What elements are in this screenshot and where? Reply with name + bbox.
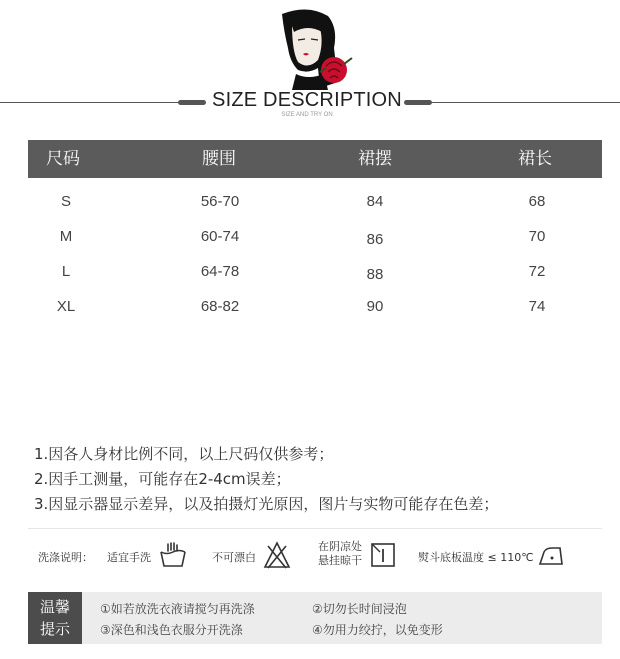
table-cell: 72 (528, 263, 546, 280)
tips-badge-line1: 温馨 (39, 598, 70, 616)
table-cell: 56-70 (200, 193, 240, 210)
note-item: 2.因手工测量，可能存在2-4cm误差； (34, 470, 291, 488)
table-cell: 88 (366, 266, 384, 283)
table-cell: 60-74 (200, 228, 240, 245)
tip-item: ④勿用力绞拧，以免变形 (312, 623, 443, 637)
table-cell: 86 (366, 231, 384, 248)
column-header-hem: 裙摆 (358, 149, 392, 169)
tips-badge (28, 592, 82, 644)
table-cell: 90 (366, 298, 384, 315)
note-item: 3.因显示器显示差异，以及拍摄灯光原因，图片与实物可能存在色差； (34, 495, 499, 513)
line-dry-shade-icon (368, 540, 398, 570)
table-cell: 74 (528, 298, 546, 315)
divider (28, 528, 602, 529)
iron-icon (536, 540, 566, 570)
table-header (28, 140, 602, 178)
care-hand-wash-label: 适宜手洗 (107, 551, 151, 564)
care-line-dry-line1: 在阴凉处 (318, 540, 362, 553)
table-cell: L (61, 263, 71, 280)
table-cell: S (60, 193, 71, 210)
table-cell: 70 (528, 228, 546, 245)
column-header-waist: 腰围 (202, 149, 236, 169)
tip-item: ③深色和浅色衣服分开洗涤 (100, 623, 243, 637)
table-row (28, 184, 602, 219)
warm-tips (28, 592, 602, 644)
table-cell: 84 (366, 193, 384, 210)
care-label: 洗涤说明： (38, 551, 93, 564)
care-iron-label: 熨斗底板温度 ≤ 110℃ (418, 551, 534, 564)
page-subtitle: SIZE AND TRY ON (281, 112, 333, 118)
care-instructions (0, 538, 620, 576)
title-divider-pill-right (404, 100, 432, 105)
title-divider-left (0, 102, 182, 103)
care-no-bleach-label: 不可漂白 (212, 551, 256, 564)
care-line-dry-line2: 悬挂晾干 (318, 554, 362, 567)
column-header-size: 尺码 (46, 149, 80, 169)
tip-item: ②切勿长时间浸泡 (312, 602, 407, 616)
note-item: 1.因各人身材比例不同，以上尺码仅供参考； (34, 445, 334, 463)
size-table (28, 140, 602, 324)
title-divider-right (432, 102, 620, 103)
table-cell: 68 (528, 193, 546, 210)
tips-badge-line2: 提示 (39, 620, 70, 638)
tip-item: ①如若放洗衣液请搅匀再洗涤 (100, 602, 255, 616)
care-line-dry-label (318, 540, 362, 568)
table-row (28, 289, 602, 324)
table-cell: 68-82 (200, 298, 240, 315)
page-title: SIZE DESCRIPTION (212, 89, 402, 111)
title-divider-pill-left (178, 100, 206, 105)
column-header-length: 裙长 (518, 149, 552, 169)
table-row (28, 219, 602, 254)
table-row (28, 254, 602, 289)
table-cell: 64-78 (200, 263, 240, 280)
woman-rose-logo (268, 8, 356, 90)
no-bleach-icon (262, 540, 292, 570)
hand-wash-icon (158, 540, 188, 570)
table-cell: M (59, 228, 73, 245)
size-notes (34, 442, 498, 517)
table-cell: XL (56, 298, 76, 315)
